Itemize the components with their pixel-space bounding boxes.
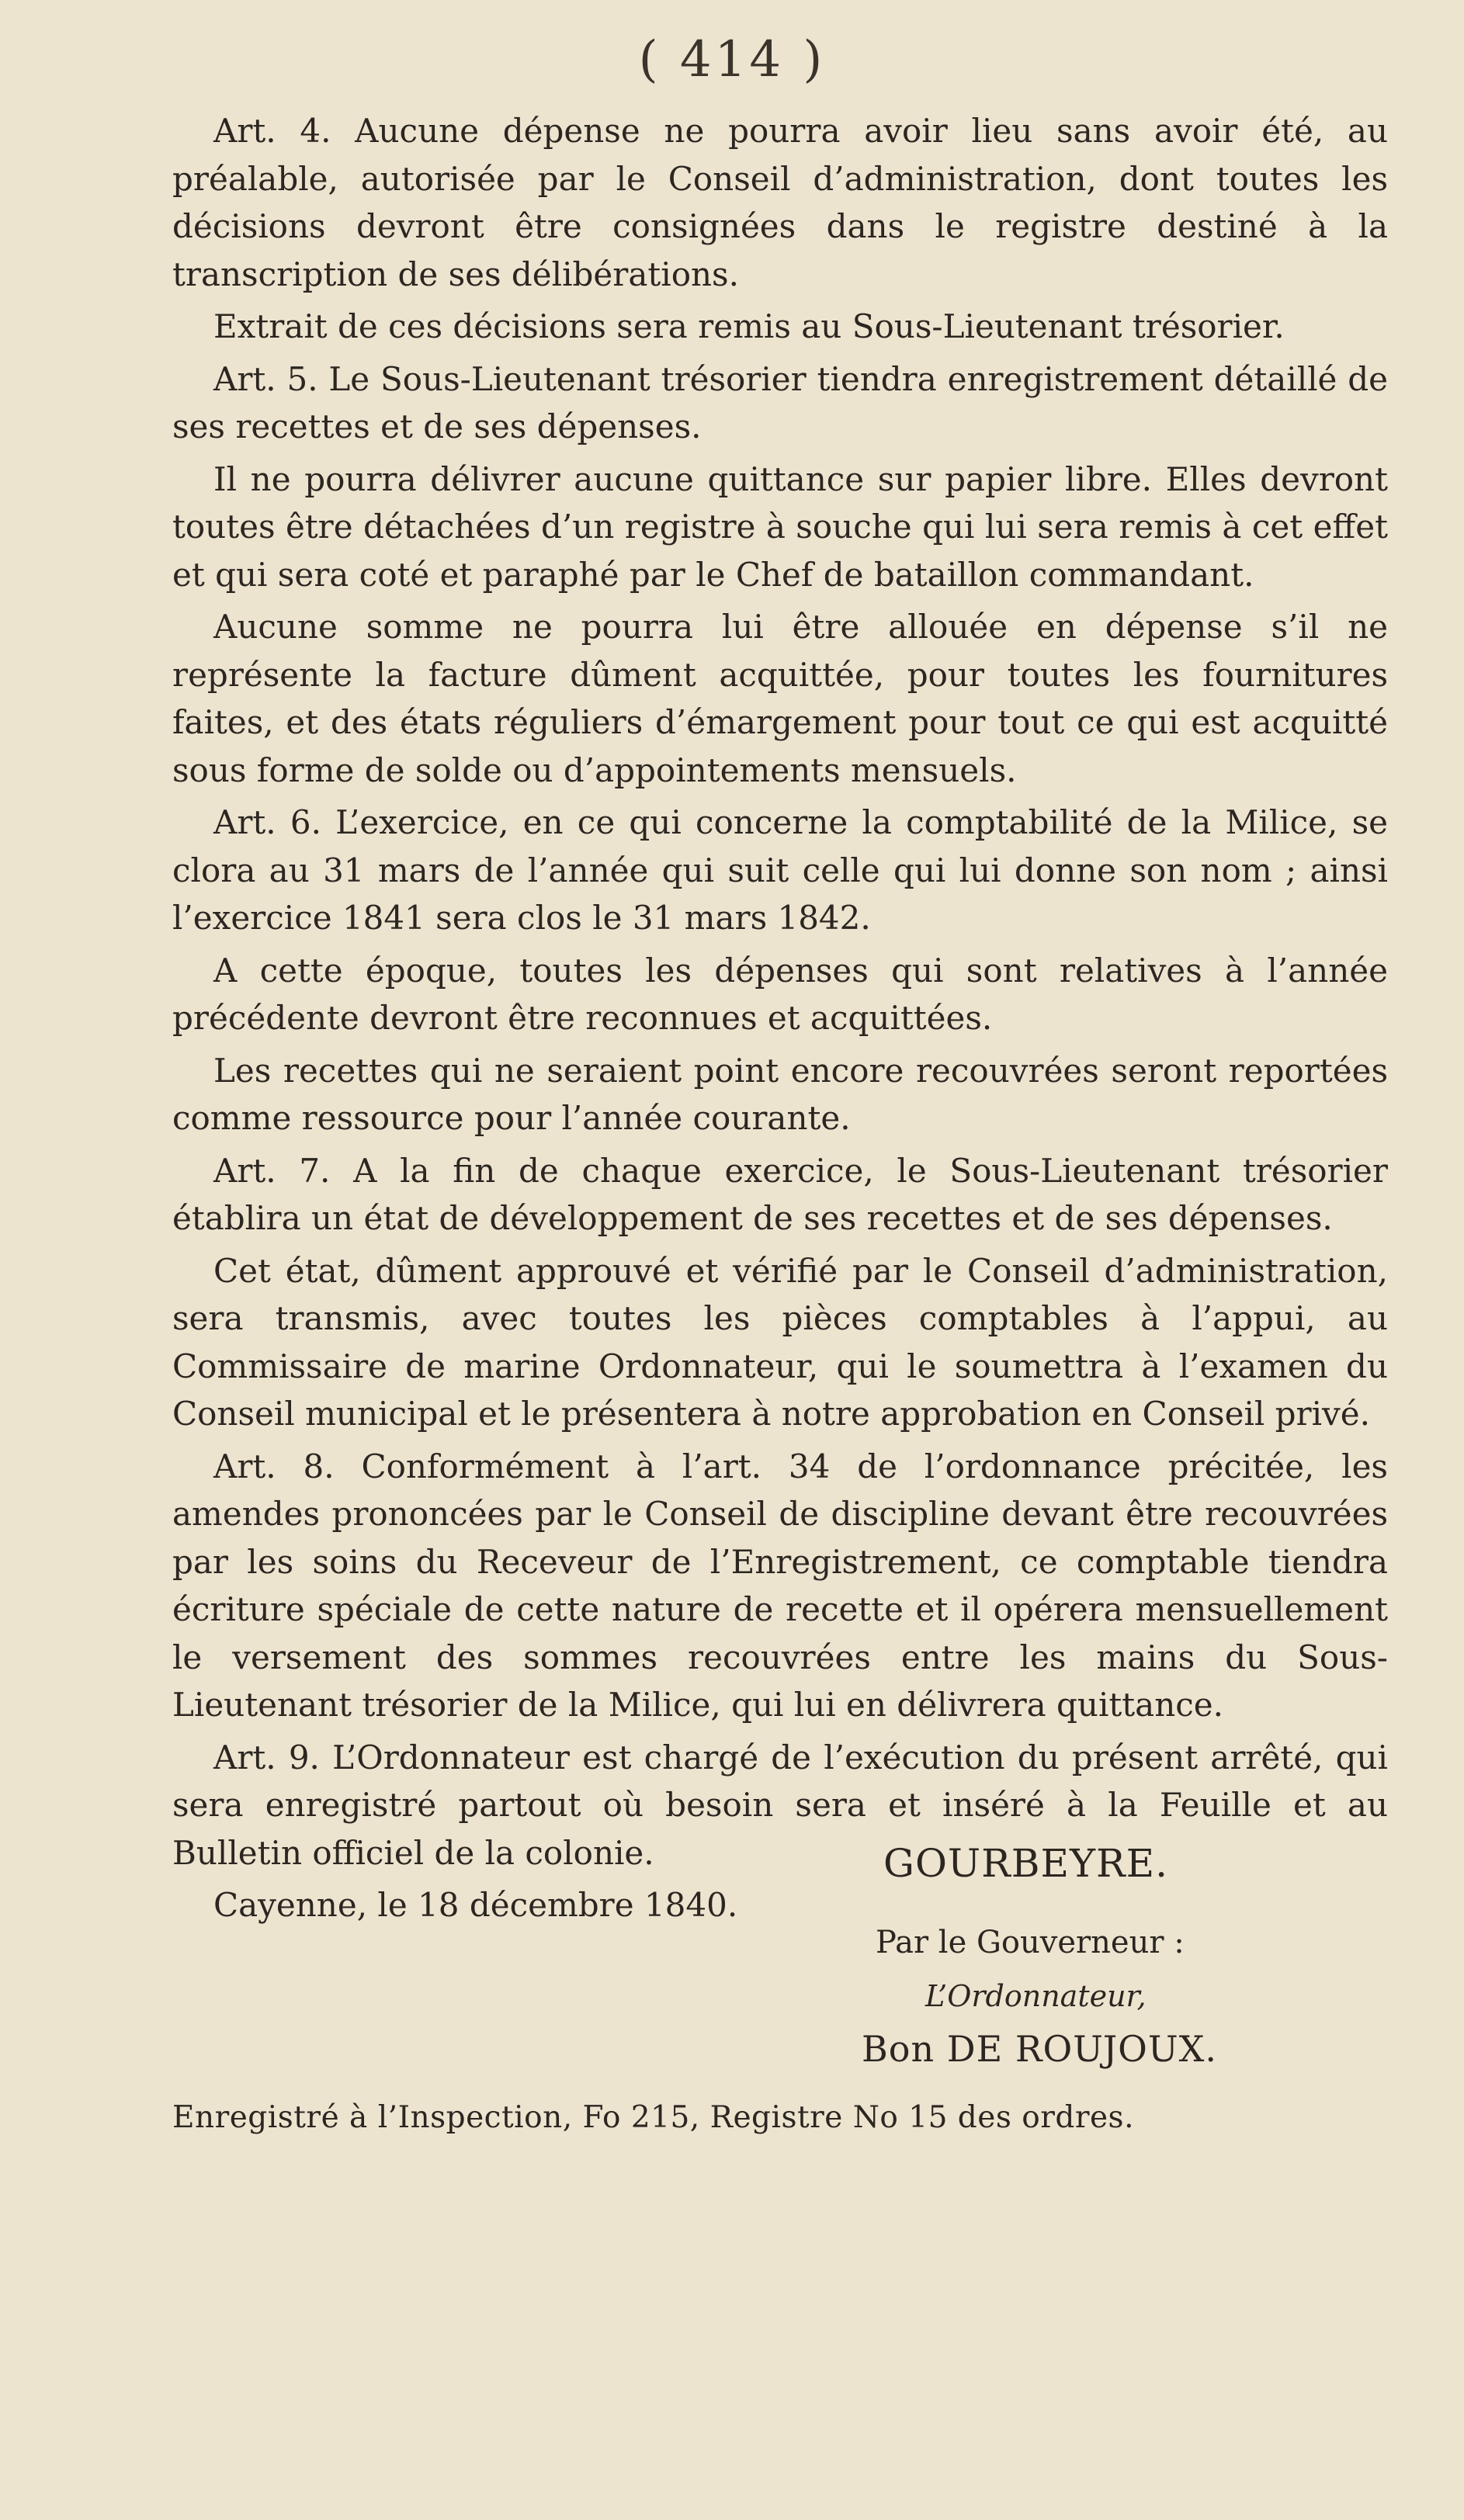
paragraph-art8: Art. 8. Conformément à l’art. 34 de l’ordonnance précitée, les amendes prononcées par le Conseil de discipline devant être recouvrées par les soins du Receveur de l’Enregistrement, ce comptable tiendra écriture spéciale de cette nature de recette et il opérera mensuellement le versement des sommes recouvrées entre les mains du Sous-Lieutenant trésorier de la Milice, qui lui en délivrera quittance. (172, 1447, 1388, 1724)
signature-par-le-gouverneur: Par le Gouverneur : (876, 1925, 1185, 1960)
page-number: ( 414 ) (638, 31, 826, 88)
signature-role: L’Ordonnateur, (925, 1979, 1147, 2013)
paragraph-art4: Art. 4. Aucune dépense ne pourra avoir lieu sans avoir été, au préalable, autorisée par le Conseil d’administration, dont toutes les décisions devront être consignées dans le registre destiné à la transcription de ses délibérations. (172, 112, 1388, 293)
paragraph-epoque: A cette époque, toutes les dépenses qui sont relatives à l’année précédente devront être reconnues et acquittées. (172, 951, 1388, 1037)
paragraph-art7: Art. 7. A la fin de chaque exercice, le Sous-Lieutenant trésorier établira un état de développement de ses recettes et de ses dépenses. (172, 1151, 1388, 1237)
paragraph-date: Cayenne, le 18 décembre 1840. (213, 1886, 738, 1924)
body-text (172, 107, 1388, 1929)
paragraph-art6: Art. 6. L’exercice, en ce qui concerne la comptabilité de la Milice, se clora au 31 mars de l’année qui suit celle qui lui donne son nom ; ainsi l’exercice 1841 sera clos le 31 mars 1842. (172, 803, 1388, 937)
paragraph-recettes: Les recettes qui ne seraient point encore recouvrées seront reportées comme ressource pour l’année courante. (172, 1051, 1388, 1137)
paragraph-somme: Aucune somme ne pourra lui être allouée en dépense s’il ne représente la facture dûment acquittée, pour toutes les fournitures faites, et des états réguliers d’émargement pour tout ce qui est acquitté sous forme de solde ou d’appointements mensuels. (172, 608, 1388, 789)
signature-name: GOURBEYRE. (883, 1841, 1169, 1886)
signature-baron: Bon DE ROUJOUX. (862, 2028, 1217, 2070)
paragraph-art9: Art. 9. L’Ordonnateur est chargé de l’exécution du présent arrêté, qui sera enregistré partout où besoin sera et inséré à la Feuille et au Bulletin officiel de la colonie. (172, 1738, 1388, 1872)
paragraph-etat: Cet état, dûment approuvé et vérifié par le Conseil d’administration, sera transmis, avec toutes les pièces comptables à l’appui, au Commissaire de marine Ordonnateur, qui le soumettra à l’examen du Conseil municipal et le présentera à notre approbation en Conseil privé. (172, 1251, 1388, 1433)
paragraph-extrait: Extrait de ces décisions sera remis au Sous-Lieutenant trésorier. (213, 307, 1285, 345)
paragraph-quittance: Il ne pourra délivrer aucune quittance sur papier libre. Elles devront toutes être détachées d’un registre à souche qui lui sera remis à cet effet et qui sera coté et paraphé par le Chef de bataillon commandant. (172, 459, 1388, 594)
paragraph-art5: Art. 5. Le Sous-Lieutenant trésorier tiendra enregistrement détaillé de ses recettes et de ses dépenses. (172, 359, 1388, 445)
registration-note: Enregistré à l’Inspection, Fo 215, Registre No 15 des ordres. (172, 2100, 1134, 2135)
